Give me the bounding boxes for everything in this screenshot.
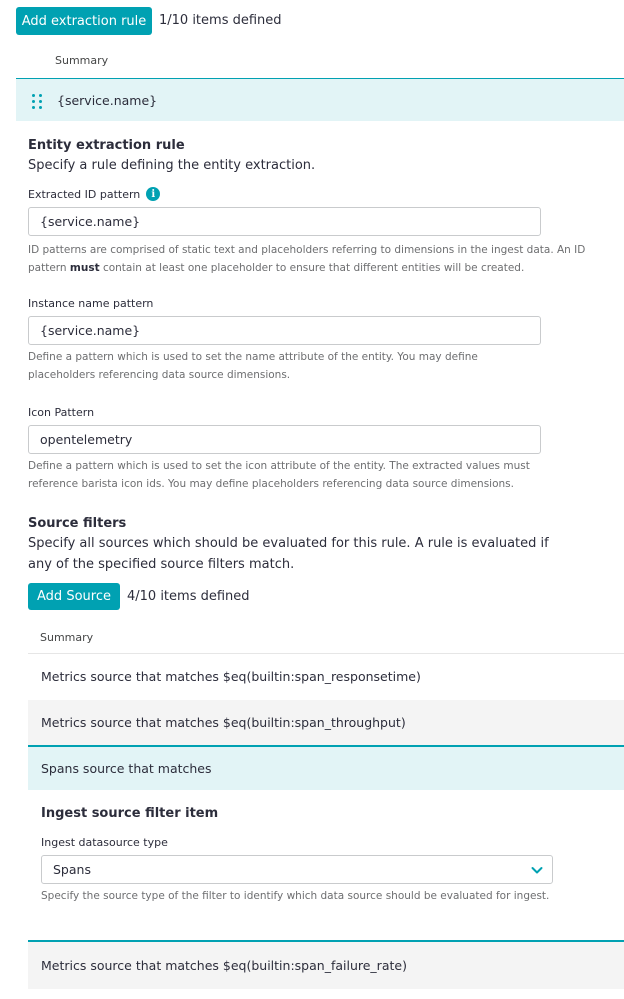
icon-pattern-input[interactable]: opentelemetry — [28, 425, 541, 454]
source-row-summary: Metrics source that matches $eq(builtin:span_throughput) — [41, 715, 406, 730]
extraction-rule-row[interactable] — [16, 79, 624, 121]
source-row-summary: Metrics source that matches $eq(builtin:span_responsetime) — [41, 668, 421, 684]
sources-summary-header: Summary — [40, 631, 94, 644]
icon-pattern-help: Define a pattern which is used to set the icon attribute of the entity. The extracted values must reference barista icon ids. You may define placeholders referencing data source dimensions. — [28, 460, 530, 490]
source-filters-title: Source filters — [28, 516, 127, 531]
source-filters-subtitle: Specify all sources which should be evaluated for this rule. A rule is evaluated if any of the specified source filters match. — [28, 536, 549, 572]
id-pattern-label-group — [28, 187, 160, 201]
source-row[interactable] — [28, 942, 624, 989]
source-row[interactable] — [28, 700, 624, 745]
id-pattern-help: ID patterns are comprised of static text and placeholders referring to dimensions in the ingest data. An ID pattern must contain at least one placeholder to ensure that different entities will be created. — [28, 244, 586, 274]
entity-extraction-title: Entity extraction rule — [28, 138, 185, 153]
add-source-button[interactable]: Add Source — [28, 583, 120, 610]
extraction-rule-count: 1/10 items defined — [159, 13, 282, 28]
source-row-summary: Metrics source that matches $eq(builtin:span_failure_rate) — [41, 958, 407, 973]
icon-pattern-label: Icon Pattern — [28, 406, 95, 419]
ingest-source-title: Ingest source filter item — [41, 806, 219, 821]
instance-name-help: Define a pattern which is used to set the name attribute of the entity. You may define placeholders referencing data source dimensions. — [28, 351, 478, 381]
extraction-rule-summary: {service.name} — [57, 92, 158, 108]
entity-extraction-subtitle: Specify a rule defining the entity extraction. — [28, 158, 316, 173]
datasource-type-value: Spans — [53, 862, 91, 877]
id-pattern-label: Extracted ID pattern — [28, 187, 141, 201]
chevron-down-icon — [531, 864, 543, 876]
id-pattern-input[interactable]: {service.name} — [28, 207, 541, 236]
summary-column-header: Summary — [55, 54, 109, 67]
source-row-selected[interactable] — [28, 747, 624, 790]
datasource-type-label: Ingest datasource type — [41, 836, 168, 849]
source-row[interactable] — [28, 654, 624, 698]
instance-name-label: Instance name pattern — [28, 297, 154, 310]
instance-name-input[interactable]: {service.name} — [28, 316, 541, 345]
datasource-type-select[interactable] — [41, 855, 553, 884]
drag-handle-icon[interactable] — [32, 94, 42, 109]
datasource-type-help: Specify the source type of the filter to identify which data source should be evaluated for ingest. — [41, 890, 550, 902]
source-count: 4/10 items defined — [127, 589, 250, 604]
info-icon[interactable]: i — [146, 187, 160, 201]
add-extraction-rule-button[interactable]: Add extraction rule — [16, 7, 152, 35]
source-row-summary: Spans source that matches — [41, 761, 212, 776]
